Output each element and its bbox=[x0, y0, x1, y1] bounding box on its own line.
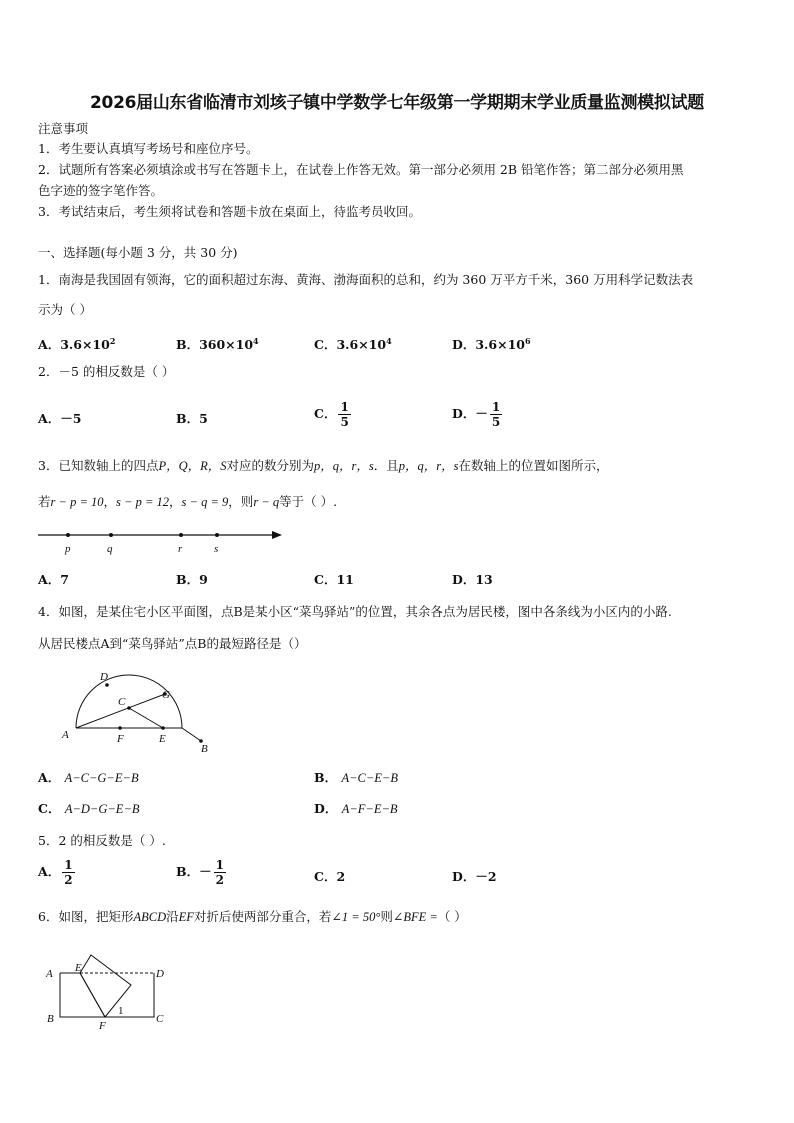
segment-ce bbox=[129, 708, 163, 728]
label-angle-1: 1 bbox=[118, 1005, 124, 1017]
q5-option-c: C．2 bbox=[314, 869, 346, 884]
label-b: B bbox=[47, 1013, 54, 1025]
q1-option-c: C．$3.6\times 10^4$ bbox=[314, 336, 392, 352]
label-f: F bbox=[117, 733, 124, 745]
q6-stem: 6．如图，把矩形ABCD沿EF对折后使两部分重合，若∠1 = 50°则∠BFE =（ ） bbox=[38, 909, 467, 924]
label-p: p bbox=[65, 543, 71, 555]
rect-sides bbox=[60, 973, 154, 1017]
q2-option-a: A．－5 bbox=[38, 411, 82, 426]
point-d bbox=[105, 683, 109, 687]
arrow-head-icon bbox=[272, 531, 282, 539]
segment-eb bbox=[182, 728, 201, 741]
label-d: D bbox=[100, 671, 108, 683]
q3-stem-line1: 3．已知数轴上的四点P，Q，R，S对应的数分别为p，q，r，s．且p，q，r，s在数轴上的位置如图所示， bbox=[38, 458, 609, 473]
label-g: G bbox=[162, 689, 170, 701]
page-title: 2026届山东省临清市刘垓子镇中学数学七年级第一学期期末学业质量监测模拟试题 bbox=[90, 93, 704, 113]
q1-option-a: A．$3.6\times 10^2$ bbox=[38, 336, 116, 352]
q3-option-d: D．13 bbox=[452, 572, 493, 587]
notice-item-3: 3．考试结束后，考生须将试卷和答题卡放在桌面上，待监考员收回。 bbox=[38, 204, 421, 219]
point-f bbox=[118, 726, 122, 730]
q1-option-b: B．$360\times 10^4$ bbox=[176, 336, 259, 352]
q2-stem: 2．－5 的相反数是（ ） bbox=[38, 364, 175, 379]
q4-option-c: C． A−D−G−E−B bbox=[38, 801, 140, 816]
q4-figure bbox=[56, 666, 216, 758]
notice-item-2: 2．试题所有答案必须填涂或书写在答题卡上，在试卷上作答无效。第一部分必须用 2B 铅笔作答；第二部分必须用黑 bbox=[38, 162, 684, 177]
q5-option-d: D．－2 bbox=[452, 869, 497, 884]
point-r bbox=[179, 533, 183, 537]
section-heading: 一、选择题(每小题 3 分，共 30 分) bbox=[38, 245, 238, 260]
label-a: A bbox=[62, 729, 69, 741]
q3-option-b: B．9 bbox=[176, 572, 208, 587]
q4-option-b: B． A−C−E−B bbox=[314, 770, 398, 785]
q3-option-c: C．11 bbox=[314, 572, 354, 587]
point-s bbox=[215, 533, 219, 537]
label-s: s bbox=[214, 543, 219, 555]
q6-figure bbox=[44, 950, 174, 1032]
label-c: C bbox=[118, 696, 126, 708]
semicircle-arc bbox=[76, 675, 182, 728]
q1-stem-line2: 示为（ ） bbox=[38, 302, 92, 317]
q4-stem-line2: 从居民楼点A到“菜鸟驿站”点B的最短路径是（） bbox=[38, 636, 307, 651]
q4-option-a: A． A−C−G−E−B bbox=[38, 770, 139, 785]
q2-option-b: B．5 bbox=[176, 411, 208, 426]
label-b: B bbox=[201, 743, 208, 755]
point-e bbox=[161, 726, 165, 730]
q4-stem-line1: 4．如图，是某住宅小区平面图，点B是某小区“菜鸟驿站”的位置，其余各点为居民楼，图中各条线为小区内的小路. bbox=[38, 604, 672, 619]
notice-heading: 注意事项 bbox=[38, 121, 89, 136]
q2-option-c: C． $\frac{1}{5}$ bbox=[314, 400, 349, 429]
q3-stem-line2: 若r − p = 10，s − p = 12，s − q = 9，则r − q等于（ ）. bbox=[38, 494, 338, 509]
q2-option-d: D．－ $\frac{1}{5}$ bbox=[452, 400, 501, 429]
q4-option-d: D． A−F−E−B bbox=[314, 801, 398, 816]
label-r: r bbox=[178, 543, 183, 555]
label-e: E bbox=[75, 962, 82, 974]
q3-option-a: A．7 bbox=[38, 572, 69, 587]
label-e: E bbox=[159, 733, 166, 745]
notice-item-1: 1．考生要认真填写考场号和座位序号。 bbox=[38, 141, 259, 156]
q5-stem: 5．2 的相反数是（ ）. bbox=[38, 833, 166, 848]
q1-option-d: D．$3.6\times 10^6$ bbox=[452, 336, 531, 352]
label-c: C bbox=[156, 1013, 164, 1025]
number-line-figure bbox=[36, 525, 286, 557]
point-p bbox=[66, 533, 70, 537]
q5-option-a: A． $\frac{1}{2}$ bbox=[38, 858, 73, 887]
label-d: D bbox=[156, 968, 164, 980]
point-q bbox=[109, 533, 113, 537]
point-c bbox=[127, 706, 131, 710]
label-q: q bbox=[107, 543, 113, 555]
q5-option-b: B．－ $\frac{1}{2}$ bbox=[176, 858, 224, 887]
notice-item-2-cont: 色字迹的签字笔作答。 bbox=[38, 183, 164, 198]
q1-stem-line1: 1．南海是我国固有领海，它的面积超过东海、黄海、渤海面积的总和，约为 360 万平方千米，360 万用科学记数法表 bbox=[38, 272, 694, 287]
label-a: A bbox=[46, 968, 53, 980]
label-f: F bbox=[99, 1020, 106, 1032]
